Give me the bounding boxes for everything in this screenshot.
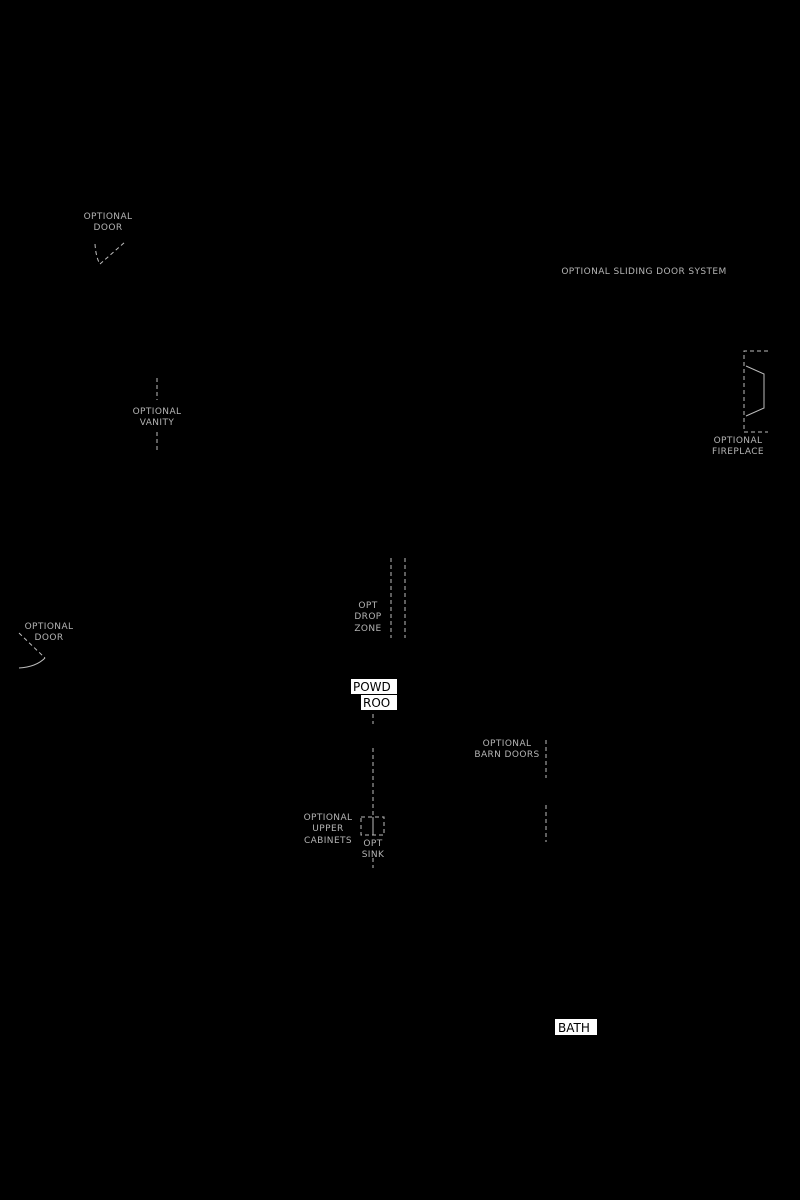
opt-sink xyxy=(361,817,385,860)
svg-text:OPTIONAL xyxy=(304,813,353,823)
opt-drop-zone-line-2: DROP xyxy=(354,612,382,622)
svg-text:FIREPLACE xyxy=(712,447,764,457)
svg-text:UPPER xyxy=(312,824,343,834)
optional-sliding-door-label: OPTIONAL SLIDING DOOR SYSTEM xyxy=(561,267,727,277)
opt-drop-zone xyxy=(354,558,405,638)
optional-barn-doors xyxy=(474,739,546,842)
svg-text:OPTIONAL xyxy=(25,622,74,632)
opt-drop-zone-line-3: ZONE xyxy=(354,624,382,634)
svg-text:ZONE xyxy=(354,624,381,634)
bath-tag xyxy=(555,1019,597,1035)
svg-text:OPT xyxy=(363,839,382,849)
svg-text:VANITY xyxy=(140,418,175,428)
svg-text:BARN DOORS xyxy=(474,750,539,760)
optional-upper-cabinets-line-2: UPPER xyxy=(312,824,344,834)
powder-room-line-1: POWD xyxy=(353,680,391,694)
opt-sink-line-2: SINK xyxy=(361,850,385,860)
optional-door-top-line-1: OPTIONAL xyxy=(83,212,133,222)
optional-door-top-leaf-icon xyxy=(100,242,125,264)
svg-text:DROP xyxy=(354,612,381,622)
opt-sink-line-1: OPT xyxy=(363,839,383,849)
optional-vanity-line-2: VANITY xyxy=(139,418,175,428)
optional-vanity-line-1: OPTIONAL xyxy=(132,407,182,417)
svg-text:DOOR xyxy=(94,223,123,233)
optional-door-left-line-1: OPTIONAL xyxy=(24,622,74,632)
optional-vanity xyxy=(133,378,182,452)
svg-text:OPT xyxy=(358,601,377,611)
svg-text:OPTIONAL xyxy=(714,436,763,446)
optional-door-left xyxy=(19,622,73,668)
opt-drop-zone-line-1: OPT xyxy=(358,601,378,611)
optional-fireplace-line-2: FIREPLACE xyxy=(712,447,764,457)
powder-room-tag xyxy=(351,679,397,710)
svg-text:CABINETS xyxy=(304,836,352,846)
optional-fireplace-line-1: OPTIONAL xyxy=(713,436,763,446)
svg-text:OPTIONAL xyxy=(133,407,182,417)
optional-fireplace xyxy=(712,351,768,457)
optional-barn-doors-line-2: BARN DOORS xyxy=(474,750,540,760)
optional-barn-doors-line-1: OPTIONAL xyxy=(482,739,532,749)
svg-text:OPTIONAL xyxy=(84,212,133,222)
optional-door-left-line-2: DOOR xyxy=(34,633,64,643)
optional-door-top-line-2: DOOR xyxy=(93,223,123,233)
bath-label: BATH xyxy=(558,1021,590,1035)
optional-door-top xyxy=(84,212,133,264)
optional-door-left-swing-icon xyxy=(19,658,45,668)
optional-upper-cabinets-line-1: OPTIONAL xyxy=(303,813,353,823)
optional-door-top-swing-icon xyxy=(95,244,100,264)
optional-upper-cabinets-line-3: CABINETS xyxy=(303,836,353,846)
svg-text:DOOR xyxy=(35,633,64,643)
optional-upper-cabinets xyxy=(304,813,353,846)
svg-text:OPTIONAL xyxy=(483,739,532,749)
powder-room-line-2: ROO xyxy=(363,696,391,710)
optional-fireplace-firebox-icon xyxy=(746,366,764,416)
svg-text:SINK xyxy=(362,850,385,860)
